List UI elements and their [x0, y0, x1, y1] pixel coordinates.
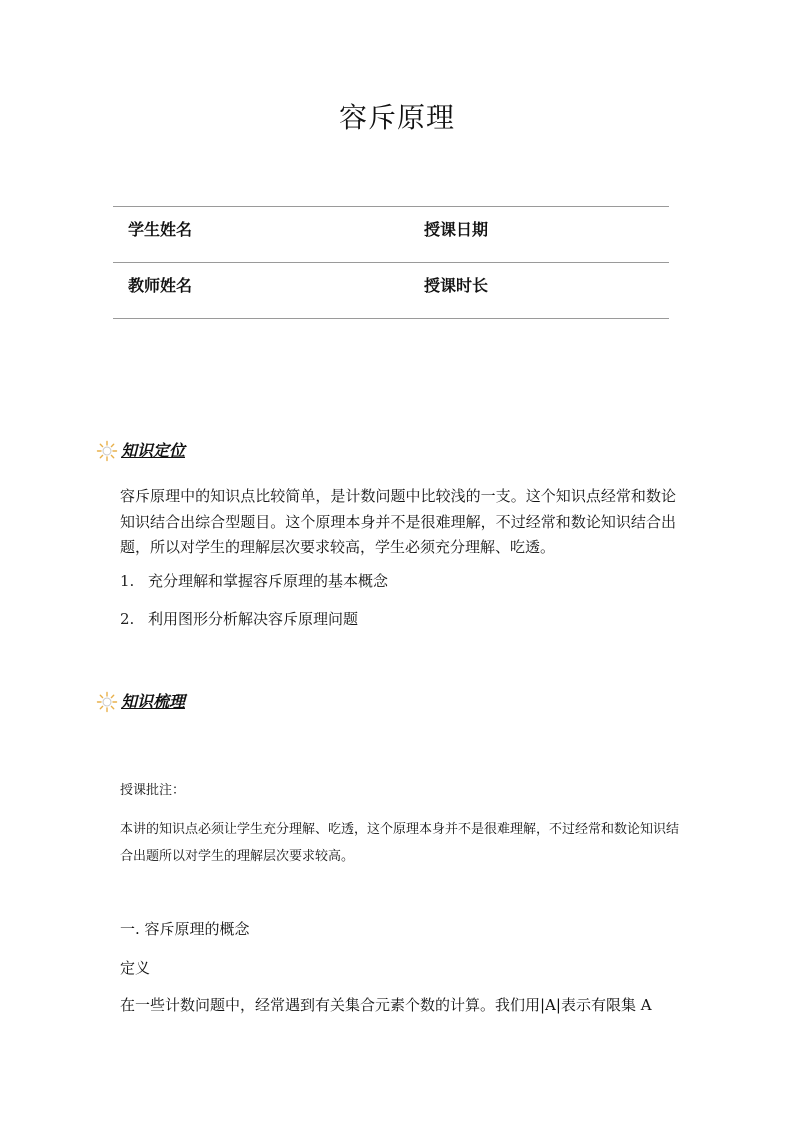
note-label: 授课批注： [120, 783, 186, 798]
teacher-name-label: 教师姓名 [128, 276, 193, 295]
note-text: 本讲的知识点必须让学生充分理解、吃透，这个原理本身并不是很难理解，不过经常和数论知识结合出题所以对学生的理解层次要求较高。 [120, 822, 680, 864]
student-name-label: 学生姓名 [128, 220, 193, 239]
page-title: 容斥原理 [338, 101, 455, 134]
info-row-1 [113, 207, 669, 263]
positioning-paragraph: 容斥原理中的知识点比较简单，是计数问题中比较浅的一支。这个知识点经常和数论知识结合出综合型题目。这个原理本身并不是很难理解，不过经常和数论知识结合出题，所以对学生的理解层次要求较高，学生必须充分理解、吃透。 [120, 487, 676, 556]
sun-icon [96, 691, 118, 713]
goal-text: 利用图形分析解决容斥原理问题 [148, 610, 359, 628]
lesson-date-label: 授课日期 [424, 220, 489, 239]
lesson-duration-label: 授课时长 [424, 276, 489, 295]
section-heading-positioning [96, 440, 185, 462]
goal-number: 2. [120, 610, 135, 628]
section-heading-review [96, 691, 185, 713]
subheading-concept: 一. 容斥原理的概念 [120, 920, 250, 938]
info-row-2 [113, 263, 669, 319]
definition-text: 在一些计数问题中，经常遇到有关集合元素个数的计算。我们用|A|表示有限集 A [120, 996, 652, 1014]
goal-item-2 [120, 608, 358, 630]
section-title-review: 知识梳理 [121, 692, 186, 711]
goal-item-1 [120, 570, 388, 592]
student-info-table [113, 206, 669, 319]
goal-text: 充分理解和掌握容斥原理的基本概念 [148, 572, 389, 590]
definition-label: 定义 [120, 959, 151, 977]
goal-number: 1. [120, 572, 135, 590]
section-title-positioning: 知识定位 [121, 441, 186, 460]
sun-icon [96, 440, 118, 462]
